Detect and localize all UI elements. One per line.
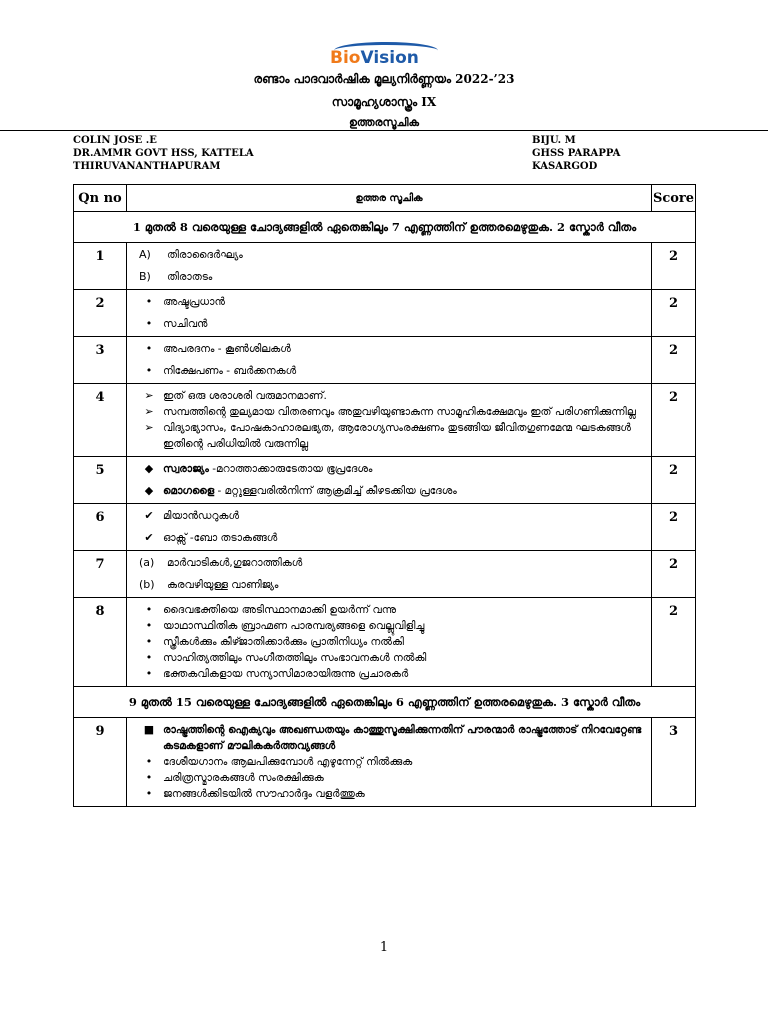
answer-text: ഇത് ഒരു ശരാശരി വരുമാനമാണ്. [163,390,327,402]
logo-arc [334,42,438,59]
score-cell: 2 [652,551,696,598]
answer-line [135,461,645,477]
answer-line [135,247,645,263]
answer-text: അഷ്ടപ്രധാൻ [163,296,225,308]
answer-marker: ◆ [144,484,154,497]
answer-cell [127,384,652,457]
score-cell: 2 [652,243,696,290]
answer-marker: ➢ [144,421,154,434]
author-name: COLIN JOSE .E [73,135,157,146]
answer-marker: ■ [143,723,155,736]
answer-line [135,754,645,770]
answer-cell [127,337,652,384]
column-header-answer: ഉത്തര സൂചിക [127,185,652,212]
question-number: 1 [74,243,127,290]
answer-text: കരവഴിയുള്ള വാണിജ്യം [167,579,279,591]
section-row [74,687,696,718]
author-district: THIRUVANANTHAPURAM [73,161,221,172]
answer-text: നിക്ഷേപണം - ബർക്കനകൾ [163,365,297,377]
header-rule [0,130,768,131]
section-row [74,212,696,243]
answer-text: മാർവാടികൾ,ഗുജറാത്തികൾ [167,557,303,569]
answer-text: ഓക്സ് -ബോ തടാകങ്ങൾ [163,532,278,544]
answer-line [135,508,645,524]
answer-line [135,420,645,452]
answer-text: ജനങ്ങൾക്കിടയിൽ സൗഹാർദ്ദം വളർത്തുക [163,788,365,800]
answer-marker: • [145,317,153,330]
answer-line [135,363,645,379]
answer-definition: -മറാത്താക്കാരുടേതായ ഭൂപ്രദേശം [208,463,373,475]
answer-cell [127,718,652,807]
answer-line [135,722,645,754]
answer-marker: ✔ [144,531,154,544]
answer-marker: ➢ [144,405,154,418]
answer-marker: (a) [139,556,155,569]
answer-line [135,530,645,546]
question-number: 6 [74,504,127,551]
answer-text: അപരദനം - കൂൺശിലകൾ [163,343,291,355]
answer-marker: • [145,295,153,308]
answer-text: ചരിത്രസ്മാരകങ്ങൾ സംരക്ഷിക്കുക [163,772,324,784]
answer-marker: • [145,603,153,616]
answer-marker: • [145,771,153,784]
answer-cell [127,598,652,687]
answer-marker: • [145,619,153,632]
answer-line [135,388,645,404]
answer-line [135,602,645,618]
answer-cell [127,290,652,337]
answer-line [135,577,645,593]
table-row [74,337,696,384]
exam-title: രണ്ടാം പാദവാർഷിക മൂല്യനിർണ്ണയം 2022-’23 [253,72,515,86]
answer-marker: (b) [139,578,155,591]
score-cell: 2 [652,457,696,504]
author-right [532,134,620,173]
section-instruction: 1 മുതൽ 8 വരെയുള്ള ചോദ്യങ്ങളിൽ ഏതെങ്കിലും 7 എണ്ണത്തിന് ഉത്തരമെഴുതുക. 2 സ്കോർ വീതം [74,212,696,243]
table-header-row [74,185,696,212]
score-cell: 2 [652,290,696,337]
answer-line [135,618,645,634]
answer-text: വിദ്യാഭ്യാസം, പോഷകാഹാരലഭ്യത, ആരോഗ്യസംരക്ഷണം തുടങ്ങിയ ജീവിതഗുണമേന്മ ഘടകങ്ങൾ ഇതിന്റെ പരിധിയിൽ വരുന്നില്ല [163,422,631,450]
answer-text: തിരാദൈർഘ്യം [167,249,243,261]
answer-line [135,786,645,802]
author-name: BIJU. M [532,135,576,146]
answer-line [135,483,645,499]
answer-cell [127,457,652,504]
author-school: DR.AMMR GOVT HSS, KATTELA [73,148,254,159]
answer-line [135,269,645,285]
answer-marker: • [145,755,153,768]
answer-line [135,770,645,786]
answer-line [135,294,645,310]
answer-text: യാഥാസ്ഥിതിക ബ്രാഹ്മണ പാരമ്പര്യങ്ങളെ വെല്ലുവിളിച്ചു [163,620,425,632]
column-header-qn: Qn no [74,185,127,212]
answer-marker: B) [139,270,151,283]
answer-line [135,341,645,357]
answer-text: ഭക്തകവികളായ സന്യാസിമാരായിരുന്നു പ്രചാരകർ [163,668,409,680]
question-number: 5 [74,457,127,504]
score-cell: 2 [652,504,696,551]
subject-title: സാമൂഹ്യശാസ്ത്രം IX [331,95,437,109]
answer-marker: ✔ [144,509,154,522]
answer-term: മൊഗളൈ [163,485,215,497]
answer-definition: - മറ്റുള്ളവരിൽനിന്ന് ആക്രമിച്ച് കീഴടക്കിയ പ്രദേശം [214,485,457,497]
logo-text-bio: Bio [330,48,361,68]
answer-text: തിരാതടം [167,271,213,283]
page-number: 1 [379,940,389,955]
answer-marker: ➢ [144,389,154,402]
table-row [74,457,696,504]
question-number: 2 [74,290,127,337]
answer-marker: ◆ [144,462,154,475]
score-cell: 3 [652,718,696,807]
question-number: 8 [74,598,127,687]
answer-text [163,483,457,499]
question-number: 7 [74,551,127,598]
answer-text: ദേശീയഗാനം ആലപിക്കുമ്പോൾ എഴുന്നേറ്റ് നിൽക്കുക [163,756,413,768]
table-row [74,598,696,687]
answer-line [135,404,645,420]
answer-line [135,634,645,650]
answer-text: സ്ത്രീകൾക്കും കീഴ്ജാതിക്കാർക്കും പ്രാതിനിധ്യം നൽകി [163,636,404,648]
answer-marker: • [145,667,153,680]
table-row [74,718,696,807]
answer-text: സമ്പത്തിന്റെ തുല്യമായ വിതരണവും അതുവഴിയുണ്ടാകുന്ന സാമൂഹികക്ഷേമവും ഇത് പരിഗണിക്കുന്നില്ല [163,406,636,418]
answer-marker: • [145,342,153,355]
table-row [74,243,696,290]
score-cell: 2 [652,337,696,384]
column-header-score: Score [652,185,696,212]
answer-cell [127,504,652,551]
answer-text: ദൈവഭക്തിയെ അടിസ്ഥാനമാക്കി ഉയർന്ന് വന്നു [163,604,397,616]
table-row [74,504,696,551]
answer-marker: • [145,787,153,800]
answer-line [135,666,645,682]
answer-marker: • [145,364,153,377]
answer-text: സചിവൻ [163,318,208,330]
answer-line [135,650,645,666]
answer-key-title: ഉത്തരസൂചിക [349,116,419,129]
answer-marker: A) [139,248,151,261]
answer-cell [127,243,652,290]
answer-text: സാഹിത്യത്തിലും സംഗീതത്തിലും സംഭാവനകൾ നൽകി [163,652,427,664]
answer-key-table [73,184,696,807]
table-row [74,384,696,457]
answer-cell [127,551,652,598]
author-school: GHSS PARAPPA [532,148,621,159]
answer-line [135,555,645,571]
answer-text [163,461,372,477]
answer-term: സ്വരാജ്യം [163,463,209,475]
answer-text: രാഷ്ട്രത്തിന്റെ ഐക്യവും അഖണ്ഡതയും കാത്തുസൂക്ഷിക്കുന്നതിന് പൗരന്മാർ രാഷ്ട്രത്തോട് നിറവേറ്റേണ്ട കടമകളാണ് മൗലികകർത്തവ്യങ്ങൾ [163,724,642,752]
biovision-logo [330,48,470,72]
logo-text-vision: Vision [360,48,419,68]
table-row [74,290,696,337]
answer-line [135,316,645,332]
table-row [74,551,696,598]
question-number: 4 [74,384,127,457]
question-number: 3 [74,337,127,384]
answer-marker: • [145,651,153,664]
answer-marker: • [145,635,153,648]
question-number: 9 [74,718,127,807]
answer-text: മിയാൻഡറുകൾ [163,510,239,522]
score-cell: 2 [652,384,696,457]
author-left [73,134,254,173]
author-district: KASARGOD [532,161,598,172]
score-cell: 2 [652,598,696,687]
section-instruction: 9 മുതൽ 15 വരെയുള്ള ചോദ്യങ്ങളിൽ ഏതെങ്കിലും 6 എണ്ണത്തിന് ഉത്തരമെഴുതുക. 3 സ്കോർ വീതം [74,687,696,718]
